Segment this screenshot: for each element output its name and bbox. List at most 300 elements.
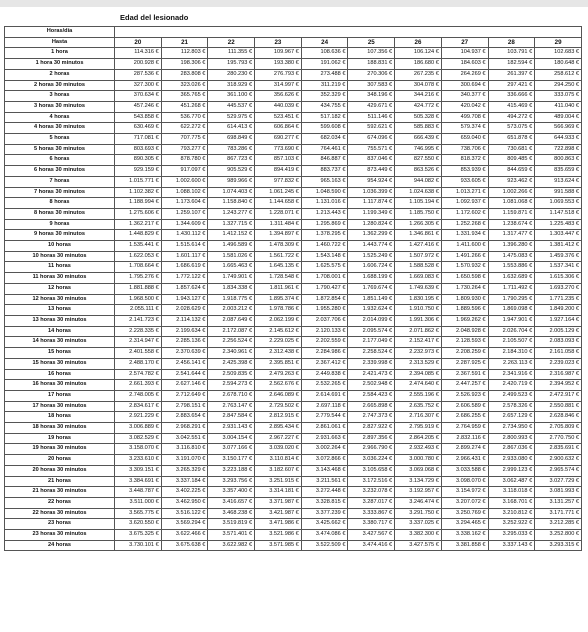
table-cell: 258.612 € bbox=[535, 69, 582, 80]
table-cell: 1.968.500 € bbox=[115, 294, 162, 305]
row-label: 10 horas 30 minutos bbox=[5, 251, 115, 262]
row-label: 22 horas bbox=[5, 497, 115, 508]
row-label: 21 horas 30 minutos bbox=[5, 487, 115, 498]
table-cell: 2.258.524 € bbox=[348, 348, 395, 359]
table-cell: 738.706 € bbox=[441, 144, 488, 155]
row-label: 6 horas bbox=[5, 155, 115, 166]
table-cell: 107.356 € bbox=[348, 48, 395, 59]
table-cell: 3.207.072 € bbox=[441, 497, 488, 508]
table-cell: 2.748.005 € bbox=[115, 390, 162, 401]
table-cell: 3.338.162 € bbox=[441, 530, 488, 541]
table-cell: 1.918.775 € bbox=[208, 294, 255, 305]
table-row bbox=[5, 69, 582, 80]
table-cell: 698.849 € bbox=[208, 134, 255, 145]
table-cell: 2.897.356 € bbox=[348, 433, 395, 444]
table-cell: 2.966.790 € bbox=[348, 444, 395, 455]
table-cell: 300.694 € bbox=[441, 80, 488, 91]
table-cell: 2.798.151 € bbox=[161, 401, 208, 412]
age-column-header: 27 bbox=[441, 37, 488, 48]
row-label: 2 horas 30 minutos bbox=[5, 80, 115, 91]
table-cell: 1.947.901 € bbox=[488, 315, 535, 326]
table-cell: 1.295.869 € bbox=[301, 219, 348, 230]
table-row bbox=[5, 530, 582, 541]
top-band bbox=[0, 0, 588, 7]
row-label: 21 horas bbox=[5, 476, 115, 487]
table-cell: 1.515.614 € bbox=[161, 241, 208, 252]
table-cell: 2.678.710 € bbox=[208, 390, 255, 401]
table-cell: 1.601.117 € bbox=[161, 251, 208, 262]
row-label: 1 hora bbox=[5, 48, 115, 59]
table-cell: 1.427.416 € bbox=[395, 241, 442, 252]
table-cell: 1.625.575 € bbox=[301, 262, 348, 273]
table-cell: 666.439 € bbox=[395, 134, 442, 145]
table-cell: 1.117.874 € bbox=[348, 198, 395, 209]
table-cell: 3.150.177 € bbox=[208, 455, 255, 466]
table-cell: 2.449.838 € bbox=[301, 369, 348, 380]
table-cell: 1.708.001 € bbox=[301, 273, 348, 284]
table-cell: 3.042.551 € bbox=[161, 433, 208, 444]
table-cell: 1.570.932 € bbox=[441, 262, 488, 273]
table-cell: 2.861.061 € bbox=[301, 423, 348, 434]
table-cell: 1.172.602 € bbox=[441, 208, 488, 219]
table-cell: 3.002.264 € bbox=[301, 444, 348, 455]
table-cell: 1.553.886 € bbox=[488, 262, 535, 273]
table-cell: 1.881.888 € bbox=[115, 283, 162, 294]
age-column-header: 22 bbox=[208, 37, 255, 48]
table-cell: 1.238.674 € bbox=[488, 219, 535, 230]
table-cell: 1.869.098 € bbox=[488, 305, 535, 316]
table-cell: 867.723 € bbox=[208, 155, 255, 166]
table-cell: 445.537 € bbox=[208, 101, 255, 112]
table-cell: 991.588 € bbox=[535, 187, 582, 198]
table-cell: 2.474.640 € bbox=[395, 380, 442, 391]
table-cell: 2.555.196 € bbox=[395, 390, 442, 401]
table-cell: 1.088.102 € bbox=[161, 187, 208, 198]
header-hours-per-day: Horas/día bbox=[5, 27, 115, 38]
table-cell: 3.134.729 € bbox=[395, 476, 442, 487]
table-caption: Edad del lesionado bbox=[120, 13, 189, 22]
table-body bbox=[5, 48, 582, 551]
table-cell: 2.921.229 € bbox=[115, 412, 162, 423]
table-cell: 104.937 € bbox=[441, 48, 488, 59]
table-cell: 3.516.122 € bbox=[161, 508, 208, 519]
table-cell: 2.087.649 € bbox=[208, 315, 255, 326]
table-cell: 2.895.434 € bbox=[255, 423, 302, 434]
table-cell: 1.834.338 € bbox=[208, 283, 255, 294]
table-cell: 1.327.715 € bbox=[208, 219, 255, 230]
table-cell: 2.394.085 € bbox=[395, 369, 442, 380]
row-label: 19 horas 30 minutos bbox=[5, 444, 115, 455]
table-cell: 2.341.916 € bbox=[488, 369, 535, 380]
table-row bbox=[5, 176, 582, 187]
table-cell: 803.693 € bbox=[115, 144, 162, 155]
table-cell: 585.883 € bbox=[395, 123, 442, 134]
table-cell: 2.966.431 € bbox=[441, 455, 488, 466]
table-cell: 1.144.658 € bbox=[255, 198, 302, 209]
table-cell: 1.048.590 € bbox=[301, 187, 348, 198]
table-row bbox=[5, 326, 582, 337]
table-row bbox=[5, 219, 582, 230]
table-row bbox=[5, 433, 582, 444]
table-cell: 3.036.224 € bbox=[348, 455, 395, 466]
row-label: 7 horas 30 minutos bbox=[5, 187, 115, 198]
table-cell: 261.397 € bbox=[488, 69, 535, 80]
table-cell: 434.755 € bbox=[301, 101, 348, 112]
table-cell: 318.929 € bbox=[208, 80, 255, 91]
table-cell: 307.583 € bbox=[348, 80, 395, 91]
table-cell: 1.331.934 € bbox=[441, 230, 488, 241]
row-label: 18 horas bbox=[5, 412, 115, 423]
table-cell: 2.532.265 € bbox=[301, 380, 348, 391]
table-row bbox=[5, 230, 582, 241]
table-row bbox=[5, 241, 582, 252]
table-cell: 1.771.235 € bbox=[535, 294, 582, 305]
row-label: 15 horas bbox=[5, 348, 115, 359]
table-row bbox=[5, 305, 582, 316]
table-cell: 1.857.624 € bbox=[161, 283, 208, 294]
table-cell: 3.380.717 € bbox=[348, 519, 395, 530]
table-cell: 573.075 € bbox=[488, 123, 535, 134]
table-row bbox=[5, 208, 582, 219]
table-cell: 344.216 € bbox=[395, 91, 442, 102]
table-cell: 3.371.987 € bbox=[255, 497, 302, 508]
table-cell: 365.765 € bbox=[161, 91, 208, 102]
table-cell: 536.770 € bbox=[161, 112, 208, 123]
table-cell: 3.519.819 € bbox=[208, 519, 255, 530]
age-column-header: 20 bbox=[115, 37, 162, 48]
table-cell: 835.659 € bbox=[535, 166, 582, 177]
table-cell: 2.421.473 € bbox=[348, 369, 395, 380]
table-cell: 853.939 € bbox=[441, 166, 488, 177]
table-cell: 180.648 € bbox=[535, 59, 582, 70]
table-cell: 499.708 € bbox=[441, 112, 488, 123]
table-cell: 186.680 € bbox=[395, 59, 442, 70]
table-cell: 2.657.129 € bbox=[488, 412, 535, 423]
table-cell: 2.932.493 € bbox=[395, 444, 442, 455]
table-cell: 606.864 € bbox=[255, 123, 302, 134]
table-cell: 352.329 € bbox=[301, 91, 348, 102]
table-cell: 1.772.122 € bbox=[161, 273, 208, 284]
table-cell: 1.955.280 € bbox=[301, 305, 348, 316]
table-cell: 3.314.181 € bbox=[255, 487, 302, 498]
table-cell: 965.163 € bbox=[301, 176, 348, 187]
row-label: 12 horas bbox=[5, 283, 115, 294]
table-cell: 440.039 € bbox=[255, 101, 302, 112]
table-cell: 2.499.523 € bbox=[488, 390, 535, 401]
table-cell: 3.522.509 € bbox=[301, 540, 348, 551]
table-cell: 1.895.374 € bbox=[255, 294, 302, 305]
row-label: 4 horas bbox=[5, 112, 115, 123]
table-cell: 3.384.691 € bbox=[115, 476, 162, 487]
table-cell: 3.251.915 € bbox=[255, 476, 302, 487]
table-cell: 2.627.146 € bbox=[161, 380, 208, 391]
table-cell: 1.849.200 € bbox=[535, 305, 582, 316]
table-cell: 361.100 € bbox=[208, 91, 255, 102]
table-row bbox=[5, 423, 582, 434]
table-cell: 2.172.087 € bbox=[208, 326, 255, 337]
table-cell: 2.526.923 € bbox=[441, 390, 488, 401]
table-row bbox=[5, 273, 582, 284]
age-column-header: 25 bbox=[348, 37, 395, 48]
table-cell: 1.991.306 € bbox=[395, 315, 442, 326]
row-label: 10 horas bbox=[5, 241, 115, 252]
table-row bbox=[5, 134, 582, 145]
row-label: 3 horas 30 minutos bbox=[5, 101, 115, 112]
table-cell: 3.425.662 € bbox=[301, 519, 348, 530]
table-cell: 2.562.676 € bbox=[255, 380, 302, 391]
table-cell: 1.851.149 € bbox=[348, 294, 395, 305]
table-cell: 3.082.529 € bbox=[115, 433, 162, 444]
table-row bbox=[5, 497, 582, 508]
age-column-header: 26 bbox=[395, 37, 442, 48]
table-cell: 2.864.205 € bbox=[395, 433, 442, 444]
table-cell: 429.671 € bbox=[348, 101, 395, 112]
table-cell: 3.468.238 € bbox=[208, 508, 255, 519]
table-cell: 3.168.701 € bbox=[488, 497, 535, 508]
table-cell: 2.509.835 € bbox=[208, 369, 255, 380]
table-cell: 730.681 € bbox=[488, 144, 535, 155]
table-cell: 773.690 € bbox=[255, 144, 302, 155]
table-cell: 3.171.771 € bbox=[535, 508, 582, 519]
table-row bbox=[5, 283, 582, 294]
row-label: 2 horas bbox=[5, 69, 115, 80]
table-cell: 1.013.271 € bbox=[441, 187, 488, 198]
table-cell: 3.118.018 € bbox=[488, 487, 535, 498]
table-cell: 809.485 € bbox=[488, 155, 535, 166]
table-cell: 3.416.657 € bbox=[208, 497, 255, 508]
table-cell: 3.730.101 € bbox=[115, 540, 162, 551]
table-cell: 3.072.866 € bbox=[301, 455, 348, 466]
table-cell: 3.675.638 € bbox=[161, 540, 208, 551]
table-cell: 1.303.447 € bbox=[535, 230, 582, 241]
table-cell: 3.382.300 € bbox=[395, 530, 442, 541]
table-cell: 755.571 € bbox=[348, 144, 395, 155]
table-cell: 370.634 € bbox=[115, 91, 162, 102]
table-cell: 3.571.401 € bbox=[208, 530, 255, 541]
table-cell: 1.809.930 € bbox=[441, 294, 488, 305]
table-cell: 614.413 € bbox=[208, 123, 255, 134]
table-cell: 411.040 € bbox=[535, 101, 582, 112]
table-cell: 2.228.335 € bbox=[115, 326, 162, 337]
table-row bbox=[5, 144, 582, 155]
table-cell: 191.062 € bbox=[301, 59, 348, 70]
table-cell: 1.790.427 € bbox=[301, 283, 348, 294]
table-cell: 1.185.750 € bbox=[395, 208, 442, 219]
table-cell: 1.535.441 € bbox=[115, 241, 162, 252]
table-cell: 1.317.477 € bbox=[488, 230, 535, 241]
table-cell: 3.131.257 € bbox=[535, 497, 582, 508]
table-cell: 1.105.194 € bbox=[395, 198, 442, 209]
table-cell: 3.287.017 € bbox=[348, 497, 395, 508]
table-cell: 2.284.986 € bbox=[301, 348, 348, 359]
age-column-header: 28 bbox=[488, 37, 535, 48]
table-cell: 3.357.400 € bbox=[208, 487, 255, 498]
table-cell: 2.999.123 € bbox=[488, 465, 535, 476]
table-cell: 273.488 € bbox=[301, 69, 348, 80]
table-cell: 2.578.326 € bbox=[488, 401, 535, 412]
table-cell: 651.878 € bbox=[488, 134, 535, 145]
table-cell: 2.550.881 € bbox=[535, 401, 582, 412]
table-cell: 182.594 € bbox=[488, 59, 535, 70]
table-cell: 1.478.309 € bbox=[255, 241, 302, 252]
table-cell: 1.537.341 € bbox=[535, 262, 582, 273]
table-cell: 1.448.829 € bbox=[115, 230, 162, 241]
table-cell: 1.459.376 € bbox=[535, 251, 582, 262]
table-cell: 2.705.809 € bbox=[535, 423, 582, 434]
table-cell: 102.683 € bbox=[535, 48, 582, 59]
table-cell: 3.620.550 € bbox=[115, 519, 162, 530]
table-cell: 283.808 € bbox=[161, 69, 208, 80]
table-row bbox=[5, 80, 582, 91]
table-cell: 630.469 € bbox=[115, 123, 162, 134]
table-cell: 2.968.291 € bbox=[161, 423, 208, 434]
table-cell: 1.280.824 € bbox=[348, 219, 395, 230]
table-cell: 3.252.800 € bbox=[535, 530, 582, 541]
row-label: 1 hora 30 minutos bbox=[5, 59, 115, 70]
table-cell: 193.380 € bbox=[255, 59, 302, 70]
table-row bbox=[5, 358, 582, 369]
table-cell: 2.965.574 € bbox=[535, 465, 582, 476]
table-cell: 923.462 € bbox=[488, 176, 535, 187]
table-cell: 3.381.858 € bbox=[441, 540, 488, 551]
row-label: 5 horas bbox=[5, 134, 115, 145]
table-cell: 3.265.329 € bbox=[161, 465, 208, 476]
header-hasta: Hasta bbox=[5, 37, 115, 48]
table-cell: 270.306 € bbox=[348, 69, 395, 80]
table-cell: 3.192.957 € bbox=[395, 487, 442, 498]
table-cell: 2.370.639 € bbox=[161, 348, 208, 359]
table-cell: 954.924 € bbox=[348, 176, 395, 187]
table-cell: 644.933 € bbox=[535, 134, 582, 145]
table-row bbox=[5, 91, 582, 102]
table-cell: 294.250 € bbox=[535, 80, 582, 91]
table-cell: 2.795.919 € bbox=[395, 423, 442, 434]
table-cell: 2.208.259 € bbox=[441, 348, 488, 359]
table-cell: 3.191.070 € bbox=[161, 455, 208, 466]
table-row bbox=[5, 198, 582, 209]
table-cell: 1.769.674 € bbox=[348, 283, 395, 294]
table-cell: 905.529 € bbox=[208, 166, 255, 177]
table-cell: 2.339.998 € bbox=[348, 358, 395, 369]
row-label: 16 horas 30 minutos bbox=[5, 380, 115, 391]
row-label: 16 horas bbox=[5, 369, 115, 380]
table-cell: 917.097 € bbox=[161, 166, 208, 177]
table-cell: 1.889.596 € bbox=[441, 305, 488, 316]
table-cell: 327.300 € bbox=[115, 80, 162, 91]
table-cell: 2.401.558 € bbox=[115, 348, 162, 359]
table-cell: 3.250.769 € bbox=[441, 508, 488, 519]
table-cell: 2.847.584 € bbox=[208, 412, 255, 423]
table-row bbox=[5, 476, 582, 487]
table-cell: 2.835.691 € bbox=[535, 444, 582, 455]
row-label: 13 horas bbox=[5, 305, 115, 316]
table-cell: 2.472.917 € bbox=[535, 390, 582, 401]
table-cell: 890.305 € bbox=[115, 155, 162, 166]
table-cell: 3.105.658 € bbox=[348, 465, 395, 476]
table-cell: 1.225.483 € bbox=[535, 219, 582, 230]
table-cell: 3.077.166 € bbox=[208, 444, 255, 455]
table-cell: 2.114.132 € bbox=[161, 315, 208, 326]
table-cell: 1.507.972 € bbox=[395, 251, 442, 262]
table-cell: 1.411.600 € bbox=[441, 241, 488, 252]
table-cell: 682.034 € bbox=[301, 134, 348, 145]
table-cell: 2.697.118 € bbox=[301, 401, 348, 412]
row-label: 18 horas 30 minutos bbox=[5, 423, 115, 434]
table-cell: 2.899.274 € bbox=[441, 444, 488, 455]
table-cell: 2.764.959 € bbox=[441, 423, 488, 434]
table-cell: 2.832.116 € bbox=[441, 433, 488, 444]
table-cell: 566.969 € bbox=[535, 123, 582, 134]
table-cell: 2.128.593 € bbox=[441, 337, 488, 348]
table-cell: 1.872.854 € bbox=[301, 294, 348, 305]
table-cell: 3.233.610 € bbox=[115, 455, 162, 466]
table-cell: 878.780 € bbox=[161, 155, 208, 166]
table-cell: 2.479.263 € bbox=[255, 369, 302, 380]
table-cell: 109.967 € bbox=[255, 48, 302, 59]
row-label: 8 horas 30 minutos bbox=[5, 208, 115, 219]
table-cell: 929.159 € bbox=[115, 166, 162, 177]
table-cell: 977.832 € bbox=[255, 176, 302, 187]
row-label: 13 horas 30 minutos bbox=[5, 315, 115, 326]
table-cell: 1.475.083 € bbox=[488, 251, 535, 262]
table-cell: 1.311.484 € bbox=[255, 219, 302, 230]
table-row bbox=[5, 487, 582, 498]
table-cell: 3.069.068 € bbox=[395, 465, 442, 476]
table-cell: 2.456.141 € bbox=[161, 358, 208, 369]
table-cell: 2.712.649 € bbox=[161, 390, 208, 401]
table-cell: 1.910.750 € bbox=[395, 305, 442, 316]
table-cell: 2.729.502 € bbox=[255, 401, 302, 412]
table-cell: 517.182 € bbox=[301, 112, 348, 123]
table-cell: 1.645.135 € bbox=[255, 262, 302, 273]
table-row bbox=[5, 155, 582, 166]
table-cell: 2.606.589 € bbox=[441, 401, 488, 412]
table-cell: 2.316.987 € bbox=[535, 369, 582, 380]
table-cell: 2.574.782 € bbox=[115, 369, 162, 380]
table-cell: 3.294.465 € bbox=[441, 519, 488, 530]
table-cell: 304.078 € bbox=[395, 80, 442, 91]
table-cell: 1.243.277 € bbox=[208, 208, 255, 219]
row-label: 3 horas bbox=[5, 91, 115, 102]
table-cell: 2.867.036 € bbox=[488, 444, 535, 455]
table-cell: 1.728.548 € bbox=[255, 273, 302, 284]
table-cell: 3.427.567 € bbox=[348, 530, 395, 541]
table-row bbox=[5, 262, 582, 273]
table-cell: 1.491.266 € bbox=[441, 251, 488, 262]
row-label: 9 horas bbox=[5, 219, 115, 230]
table-cell: 1.147.518 € bbox=[535, 208, 582, 219]
table-cell: 356.626 € bbox=[255, 91, 302, 102]
table-cell: 1.811.961 € bbox=[255, 283, 302, 294]
table-cell: 106.124 € bbox=[395, 48, 442, 59]
table-cell: 489.004 € bbox=[535, 112, 582, 123]
age-column-header: 24 bbox=[301, 37, 348, 48]
table-cell: 1.730.264 € bbox=[441, 283, 488, 294]
table-cell: 3.223.188 € bbox=[208, 465, 255, 476]
table-cell: 1.213.443 € bbox=[301, 208, 348, 219]
table-cell: 2.313.529 € bbox=[395, 358, 442, 369]
table-cell: 2.395.851 € bbox=[255, 358, 302, 369]
table-cell: 1.543.148 € bbox=[301, 251, 348, 262]
table-cell: 2.026.704 € bbox=[488, 326, 535, 337]
table-cell: 311.219 € bbox=[301, 80, 348, 91]
table-cell: 2.202.559 € bbox=[301, 337, 348, 348]
table-row bbox=[5, 101, 582, 112]
table-cell: 1.252.268 € bbox=[441, 219, 488, 230]
table-cell: 3.474.416 € bbox=[348, 540, 395, 551]
table-cell: 1.199.349 € bbox=[348, 208, 395, 219]
table-cell: 2.628.846 € bbox=[535, 412, 582, 423]
